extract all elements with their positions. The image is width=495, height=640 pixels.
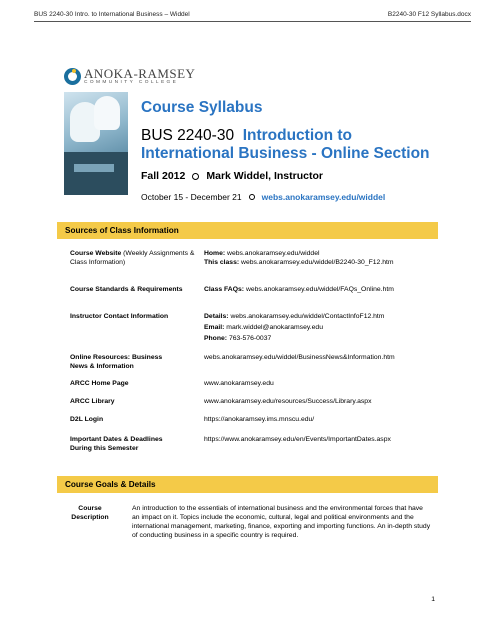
phone-number: 763-576-0037: [228, 335, 272, 342]
logo-name: ANOKA-RAMSEY: [84, 66, 196, 81]
row-label: ARCC Library: [70, 398, 115, 405]
document-title: Course Syllabus: [141, 99, 263, 116]
home-label: Home:: [204, 250, 226, 257]
course-website-link[interactable]: webs.anokaramsey.edu/widdel: [261, 192, 386, 202]
course-dates: October 15 - December 21: [141, 192, 242, 202]
logo-subtitle: COMMUNITY COLLEGE: [84, 80, 179, 85]
course-name: Introduction to International Business - Online Section: [141, 127, 430, 162]
online-resources-link[interactable]: webs.anokaramsey.edu/widdel/BusinessNews&Information.htm: [204, 354, 395, 361]
row-label-note: (Weekly Assignments & Class Information): [70, 250, 195, 266]
header-divider: [34, 21, 471, 22]
bullet-circle-icon: [192, 173, 199, 180]
college-logo: [64, 68, 195, 85]
course-code: BUS 2240-30: [141, 127, 235, 144]
bullet-circle-icon: [249, 194, 255, 200]
arcc-library-link[interactable]: www.anokaramsey.edu/resources/Success/Library.aspx: [204, 398, 372, 405]
arcc-home-link[interactable]: www.anokaramsey.edu: [204, 380, 274, 387]
course-title: [141, 127, 441, 163]
sources-section-heading: Sources of Class Information: [57, 222, 438, 239]
row-label: Important Dates & Deadlines During this Semester: [70, 436, 163, 452]
faqs-label: Class FAQs:: [204, 286, 245, 293]
cover-photo: [64, 92, 128, 195]
row-label: Instructor Contact Information: [70, 313, 169, 320]
running-header-left: BUS 2240-30 Intro. to International Business – Widdel: [34, 11, 190, 18]
row-label: ARCC Home Page: [70, 380, 129, 387]
details-label: Details:: [204, 313, 229, 320]
d2l-login-link[interactable]: https://anokaramsey.ims.mnscu.edu/: [204, 416, 315, 423]
page-number: 1: [431, 596, 435, 603]
this-class-link[interactable]: webs.anokaramsey.edu/widdel/B2240-30_F12.htm: [241, 259, 394, 266]
faqs-link[interactable]: webs.anokaramsey.edu/widdel/FAQs_Online.htm: [245, 286, 394, 293]
phone-label: Phone:: [204, 335, 228, 342]
email-link[interactable]: mark.widdel@anokaramsey.edu: [226, 324, 323, 331]
dates-line: [141, 192, 385, 202]
course-description-text: An introduction to the essentials of international business and the environmental forces that have an impact on it. Topics include the economic, cultural, legal and political environments and the international management, marketing, finance, exporting and importing functions. An in-depth study of conducting business in a specific country is required.: [132, 505, 431, 539]
running-header-right: B2240-30 F12 Syllabus.docx: [387, 11, 471, 18]
home-link[interactable]: webs.anokaramsey.edu/widdel: [227, 250, 320, 257]
instructor-name: Mark Widdel, Instructor: [206, 170, 323, 182]
this-class-label: This class:: [204, 259, 240, 266]
college-logo-icon: [64, 68, 81, 85]
goals-section-heading: Course Goals & Details: [57, 476, 438, 493]
important-dates-link[interactable]: https://www.anokaramsey.edu/en/Events/ImportantDates.aspx: [204, 436, 391, 443]
row-label: Course Standards & Requirements: [70, 286, 183, 293]
course-description-label: Course Description: [71, 505, 109, 521]
contact-details-link[interactable]: webs.anokaramsey.edu/widdel/ContactInfoF12.htm: [230, 313, 385, 320]
row-label: Course Website: [70, 250, 122, 257]
email-label: Email:: [204, 324, 225, 331]
row-label: Online Resources: Business News & Information: [70, 354, 163, 370]
term: Fall 2012: [141, 170, 186, 182]
row-label: D2L Login: [70, 416, 104, 423]
term-line: [141, 170, 323, 182]
